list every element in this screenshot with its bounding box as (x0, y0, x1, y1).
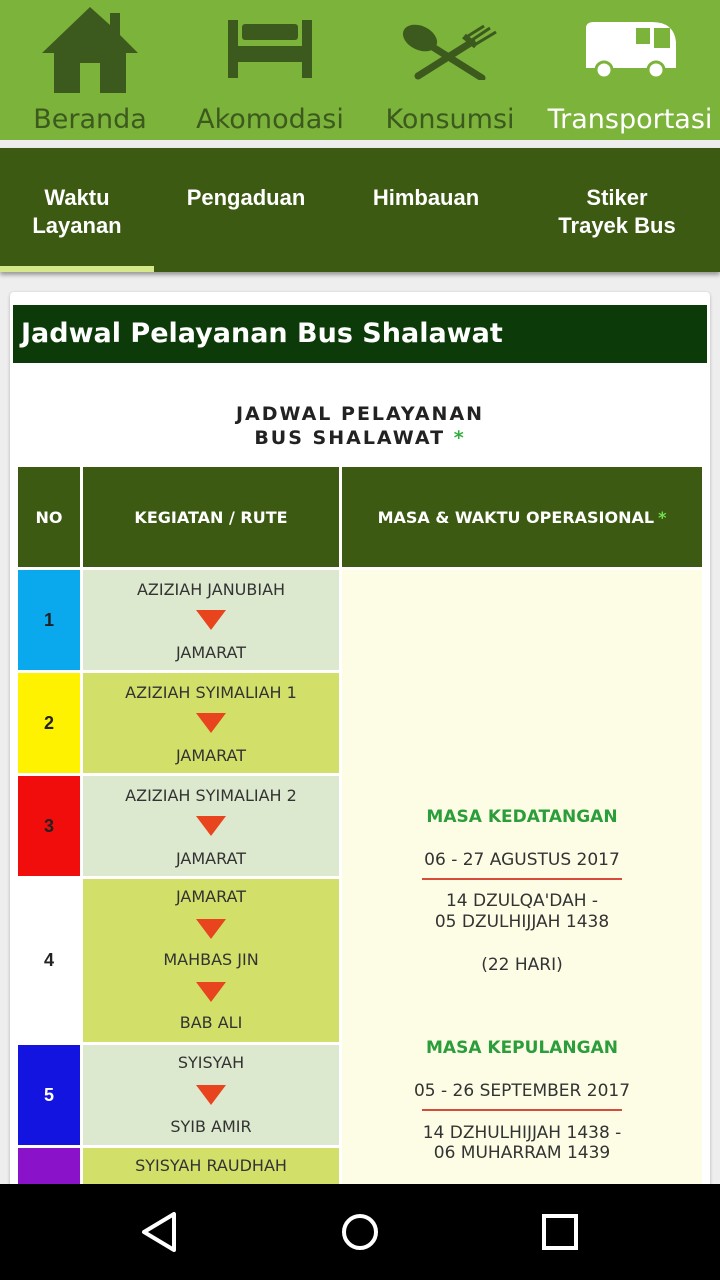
departure-hijri-end: 06 MUHARRAM 1439 (433, 1143, 611, 1163)
arrival-hijri-start: 14 DZULQA'DAH - (445, 891, 599, 911)
row-number (18, 673, 80, 773)
route-stop: AZIZIAH SYIMALIAH 2 (125, 786, 297, 805)
poster-title-star: * (453, 427, 466, 449)
nav-item-transportasi[interactable] (540, 0, 720, 140)
arrival-hijri-end: 05 DZULHIJJAH 1438 (434, 912, 610, 932)
row-number-label: 1 (43, 609, 54, 630)
header-route (83, 467, 339, 567)
fork-spoon-icon (402, 24, 498, 80)
route-arrow-icon (196, 919, 226, 939)
route-stop: SYISYAH RAUDHAH (135, 1156, 287, 1175)
row-number-label: 2 (43, 712, 54, 733)
home-icon (40, 5, 140, 95)
nav-item-konsumsi[interactable] (360, 0, 540, 140)
tab-label: Pengaduan (186, 185, 306, 210)
poster-title-line1: JADWAL PELAYANAN (235, 403, 485, 425)
route-stop: JAMARAT (175, 849, 247, 868)
departure-dates: 05 - 26 SEPTEMBER 2017 (413, 1081, 631, 1101)
nav-label-konsumsi: Konsumsi (385, 104, 515, 135)
row-number-label: 5 (43, 1084, 54, 1105)
category-nav (0, 0, 720, 140)
route-cell (83, 776, 339, 876)
tab-pengaduan[interactable] (154, 148, 338, 272)
tab-label: Stiker Trayek Bus (558, 185, 676, 238)
header-op-star: * (658, 507, 667, 527)
schedule-card (10, 292, 710, 1192)
arrival-days: (22 HARI) (481, 955, 563, 975)
route-stop: SYISYAH (177, 1053, 245, 1072)
home-circle-icon[interactable] (336, 1208, 384, 1256)
nav-label-transportasi: Transportasi (547, 104, 713, 135)
route-arrow-icon (196, 713, 226, 733)
route-stop: JAMARAT (175, 887, 247, 906)
route-cell (83, 1045, 339, 1145)
route-stop: AZIZIAH SYIMALIAH 1 (125, 683, 297, 702)
route-cell (83, 879, 339, 1042)
tab-waktu-layanan[interactable] (0, 148, 154, 272)
departure-title: MASA KEPULANGAN (426, 1038, 618, 1058)
tab-stiker-trayek-bus[interactable] (514, 148, 720, 272)
tab-label: Himbauan (372, 185, 480, 210)
row-number-label: 3 (43, 815, 54, 836)
route-cell (83, 673, 339, 773)
nav-label-akomodasi: Akomodasi (196, 104, 344, 135)
header-operational (342, 467, 702, 567)
route-stop: SYIB AMIR (170, 1117, 252, 1136)
row-number (18, 776, 80, 876)
route-arrow-icon (196, 816, 226, 836)
header-route-label: KEGIATAN / RUTE (134, 507, 288, 527)
bed-icon (228, 20, 312, 80)
system-nav-bar (0, 1184, 720, 1280)
recents-square-icon[interactable] (536, 1208, 584, 1256)
tab-label: Waktu Layanan (32, 185, 122, 238)
header-op-label: MASA & WAKTU OPERASIONAL (377, 507, 655, 527)
bus-icon (582, 22, 678, 80)
poster-title-line2: BUS SHALAWAT (254, 427, 446, 449)
row-number (18, 879, 80, 1042)
route-arrow-icon (196, 982, 226, 1002)
divider-line (422, 1109, 622, 1111)
route-stop: MAHBAS JIN (163, 950, 259, 969)
poster-title-line2-wrap (10, 426, 710, 450)
arrival-dates: 06 - 27 AGUSTUS 2017 (424, 850, 620, 870)
sub-tab-bar (0, 148, 720, 272)
operational-cell (342, 570, 702, 1192)
nav-item-beranda[interactable] (0, 0, 180, 140)
route-stop: BAB ALI (179, 1013, 243, 1032)
route-stop: JAMARAT (175, 746, 247, 765)
route-arrow-icon (196, 610, 226, 630)
route-arrow-icon (196, 1085, 226, 1105)
departure-hijri-start: 14 DZHULHIJJAH 1438 - (422, 1123, 622, 1143)
nav-item-akomodasi[interactable] (180, 0, 360, 140)
route-cell (83, 570, 339, 670)
header-no-label: NO (35, 507, 63, 527)
card-title: Jadwal Pelayanan Bus Shalawat (13, 305, 707, 363)
row-number (18, 570, 80, 670)
header-no (18, 467, 80, 567)
tab-himbauan[interactable] (338, 148, 514, 272)
poster-title (10, 402, 710, 450)
active-tab-indicator (0, 266, 154, 272)
row-number (18, 1045, 80, 1145)
row-number-label: 4 (43, 950, 54, 970)
route-stop: JAMARAT (175, 643, 247, 662)
divider-line (422, 878, 622, 880)
nav-label-beranda: Beranda (33, 104, 147, 135)
route-stop: AZIZIAH JANUBIAH (136, 580, 286, 599)
back-triangle-icon[interactable] (136, 1208, 184, 1256)
arrival-title: MASA KEDATANGAN (426, 807, 618, 827)
